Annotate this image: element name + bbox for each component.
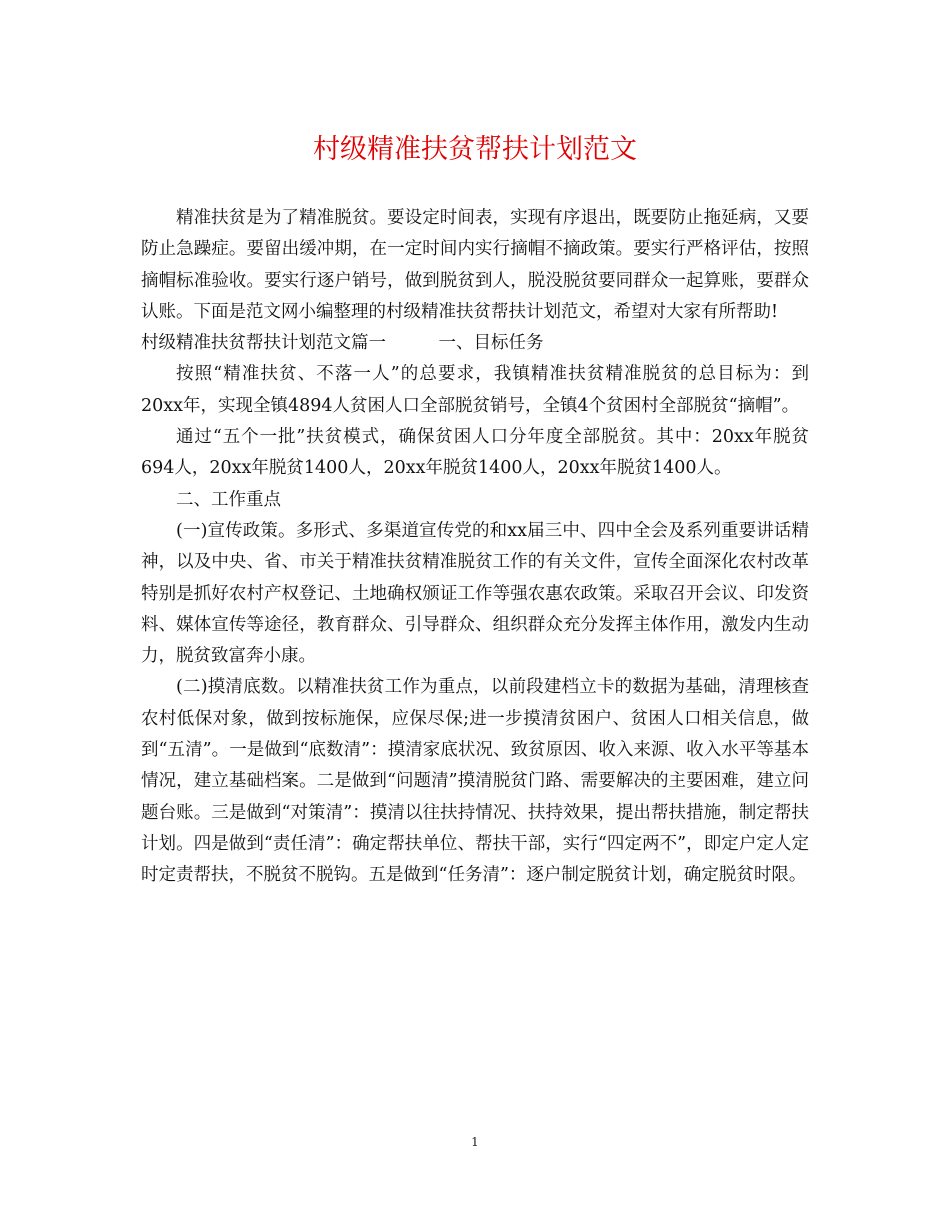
baseline-survey-paragraph: (二)摸清底数。以精准扶贫工作为重点，以前段建档立卡的数据为基础，清理核查农村低保对象，做到按标施保，应保尽保;进一步摸清贫困户、贫困人口相关信息，做到“五清”。一是做到“底数清”：摸清家底状况、致贫原因、收入来源、收入水平等基本情况，建立基础档案。二是做到“问题清”摸清脱贫门路、需要解决的主要困难，建立问题台账。三是做到“对策清”：摸清以往扶持情况、扶持效果，提出帮扶措施，制定帮扶计划。四是做到“责任清”：确定帮扶单位、帮扶干部，实行“四定两不”，即定户定人定时定责帮扶，不脱贫不脱钩。五是做到“任务清”：逐户制定脱贫计划，确定脱贫时限。 [141,677,809,886]
policy-promotion-paragraph: (一)宣传政策。多形式、多渠道宣传党的和xx届三中、四中全会及系列重要讲话精神，以及中央、省、市关于精准扶贫精准脱贫工作的有关文件，宣传全面深化农村改革特别是抓好农村产权登记、土地确权颁证工作等强农惠农政策。采取召开会议、印发资料、媒体宣传等途径，教育群众、引导群众、组织群众充分发挥主体作用，激发内生动力，脱贫致富奔小康。 [141,520,809,667]
intro-paragraph: 精准扶贫是为了精准脱贫。要设定时间表，实现有序退出，既要防止拖延病，又要防止急躁症。要留出缓冲期，在一定时间内实行摘帽不摘政策。要实行严格评估，按照摘帽标准验收。要实行逐户销号，做到脱贫到人，脱没脱贫要同群众一起算账，要群众认账。下面是范文网小编整理的村级精准扶贫帮扶计划范文，希望对大家有所帮助! [141,208,809,322]
page-number: 1 [471,1135,479,1149]
yearly-target-paragraph: 通过“五个一批”扶贫模式，确保贫困人口分年度全部脱贫。其中：20xx年脱贫694人，20xx年脱贫1400人，20xx年脱贫1400人，20xx年脱贫1400人。 [141,427,809,479]
section-heading-target: 村级精准扶贫帮扶计划范文篇一 一、目标任务 [141,333,544,354]
goal-paragraph: 按照“精准扶贫、不落一人”的总要求，我镇精准扶贫精准脱贫的总目标为：到20xx年，实现全镇4894人贫困人口全部脱贫销号，全镇4个贫困村全部脱贫“摘帽”。 [141,364,809,416]
document-title: 村级精准扶贫帮扶计划范文 [313,134,637,165]
document-body [141,203,809,892]
section-heading-focus: 二、工作重点 [176,489,281,510]
